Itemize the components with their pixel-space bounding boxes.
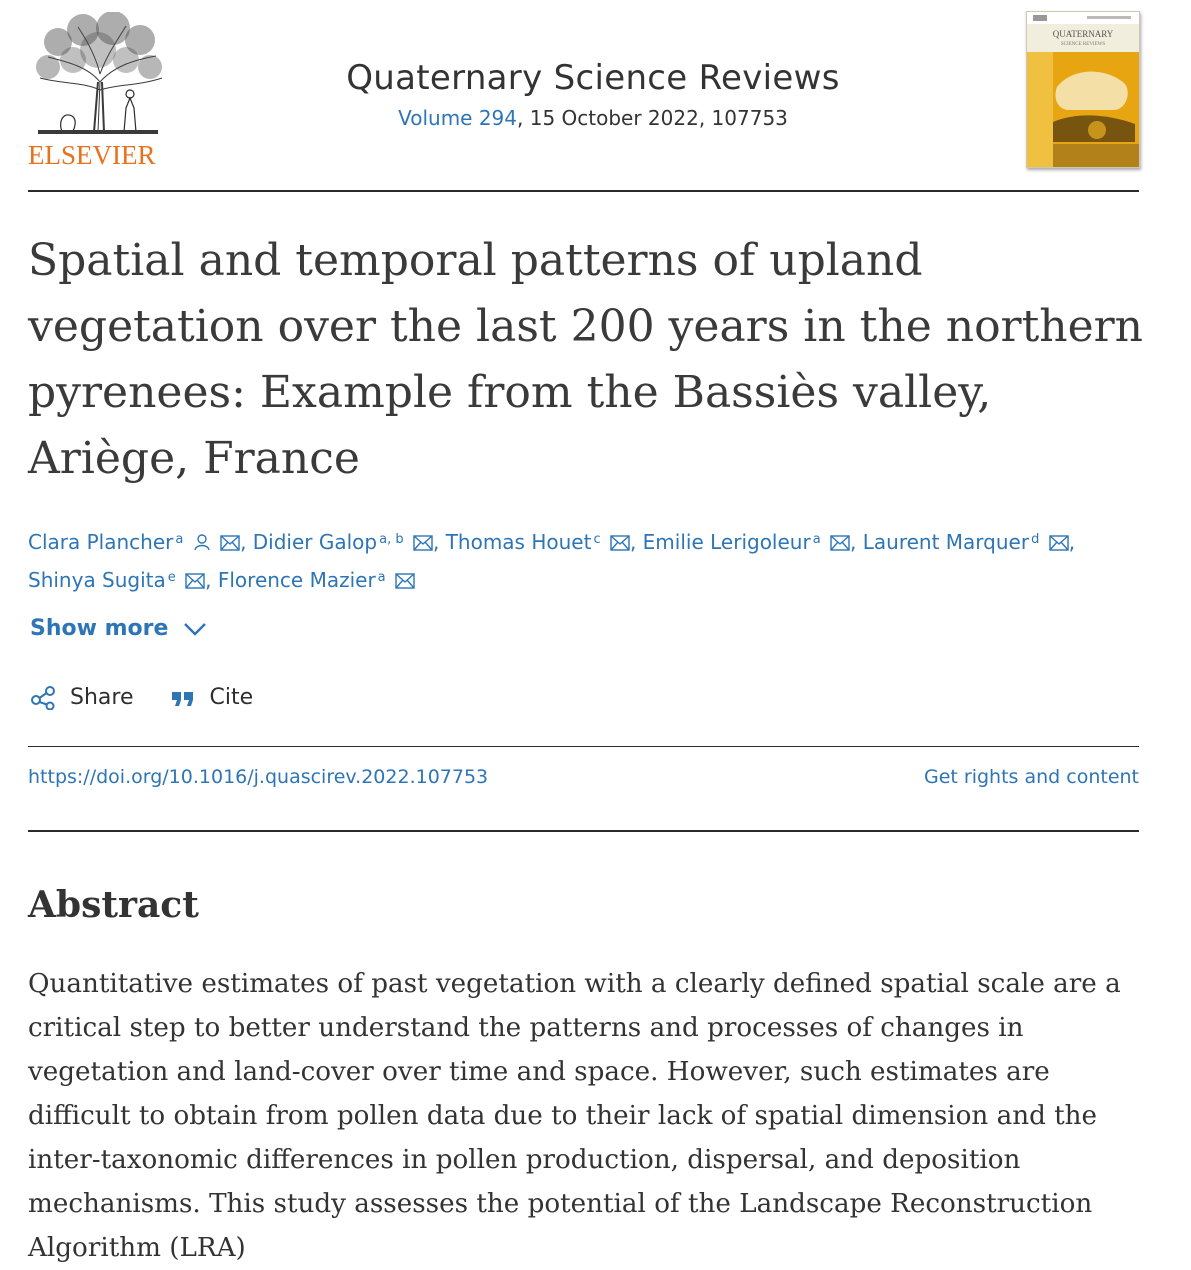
show-more-button[interactable]: [30, 616, 208, 641]
envelope-icon: [395, 573, 415, 589]
envelope-icon: [220, 535, 240, 551]
actions-divider: [28, 746, 1139, 747]
share-label: Share: [70, 684, 134, 710]
journal-meta: [228, 106, 958, 130]
article-actions: [30, 684, 253, 710]
article-title: Spatial and temporal patterns of upland vegetation over the last 200 years in the northern pyrenees: Example from the Bassiès valley, Ariège, France: [28, 235, 1144, 484]
envelope-icon: [185, 573, 205, 589]
header-divider: [28, 190, 1139, 192]
journal-title[interactable]: Quaternary Science Reviews: [346, 58, 840, 98]
person-icon: [193, 533, 211, 551]
share-icon: [30, 684, 56, 710]
volume-link[interactable]: Volume 294: [398, 106, 518, 130]
abstract-text: Quantitative estimates of past vegetation with a clearly defined spatial scale are a critical step to better understand the patterns and processes of changes in vegetation and land-cover over time and space. However, such estimates are difficult to obtain from pollen data due to their lack of spatial dimension and the inter-taxonomic differences in pollen production, dispersal, and deposition mechanisms. This study assesses the potential of the Landscape Reconstruction Algorithm (LRA): [28, 969, 1121, 1263]
chevron-down-icon: [182, 621, 208, 637]
doi-row: [28, 766, 1139, 788]
elsevier-logo[interactable]: [28, 12, 168, 172]
author-link[interactable]: Shinya Sugita $^e$: [28, 568, 205, 592]
author-link[interactable]: Clara Plancher $^a$: [28, 530, 240, 554]
journal-cover[interactable]: [1026, 11, 1140, 168]
elsevier-tree-logo: [28, 12, 168, 140]
cite-button[interactable]: [170, 685, 254, 710]
share-button[interactable]: [30, 684, 134, 710]
cover-title-2: SCIENCE REVIEWS: [1060, 42, 1106, 47]
author-link[interactable]: Emilie Lerigoleur $^a$: [643, 530, 850, 554]
envelope-icon: [830, 535, 850, 551]
author-link[interactable]: Florence Mazier $^a$: [218, 568, 415, 592]
cite-label: Cite: [209, 684, 254, 710]
elsevier-wordmark: ELSEVIER: [28, 140, 156, 170]
cover-title-1: QUATERNARY: [1052, 29, 1114, 39]
author-link[interactable]: Didier Galop $^{a, b}$: [253, 530, 433, 554]
rights-link[interactable]: Get rights and content: [923, 766, 1139, 788]
issue-date: , 15 October 2022, 107753: [517, 106, 788, 130]
author-list: Clara Plancher $^a$ , Didier Galop $^{a, b}$ , Thomas Houet $^c$ , Emilie Lerigoleur $^a$ , Laurent Marquer $^d$ , Shinya Sugita $^e$ , Florence Mazier $^a$: [28, 530, 1076, 592]
journal-info: [228, 58, 958, 130]
doi-link[interactable]: https://doi.org/10.1016/j.quascirev.2022.107753: [28, 766, 489, 788]
author-link[interactable]: Laurent Marquer $^d$: [863, 530, 1069, 554]
envelope-icon: [1049, 535, 1069, 551]
journal-header: [28, 8, 1139, 190]
quote-icon: [170, 686, 196, 708]
cover-art: [1027, 12, 1139, 167]
envelope-icon: [413, 535, 433, 551]
doi-divider: [28, 830, 1139, 832]
author-link[interactable]: Thomas Houet $^c$: [446, 530, 630, 554]
abstract-heading: Abstract: [28, 884, 199, 926]
envelope-icon: [610, 535, 630, 551]
show-more-label: Show more: [30, 616, 169, 641]
